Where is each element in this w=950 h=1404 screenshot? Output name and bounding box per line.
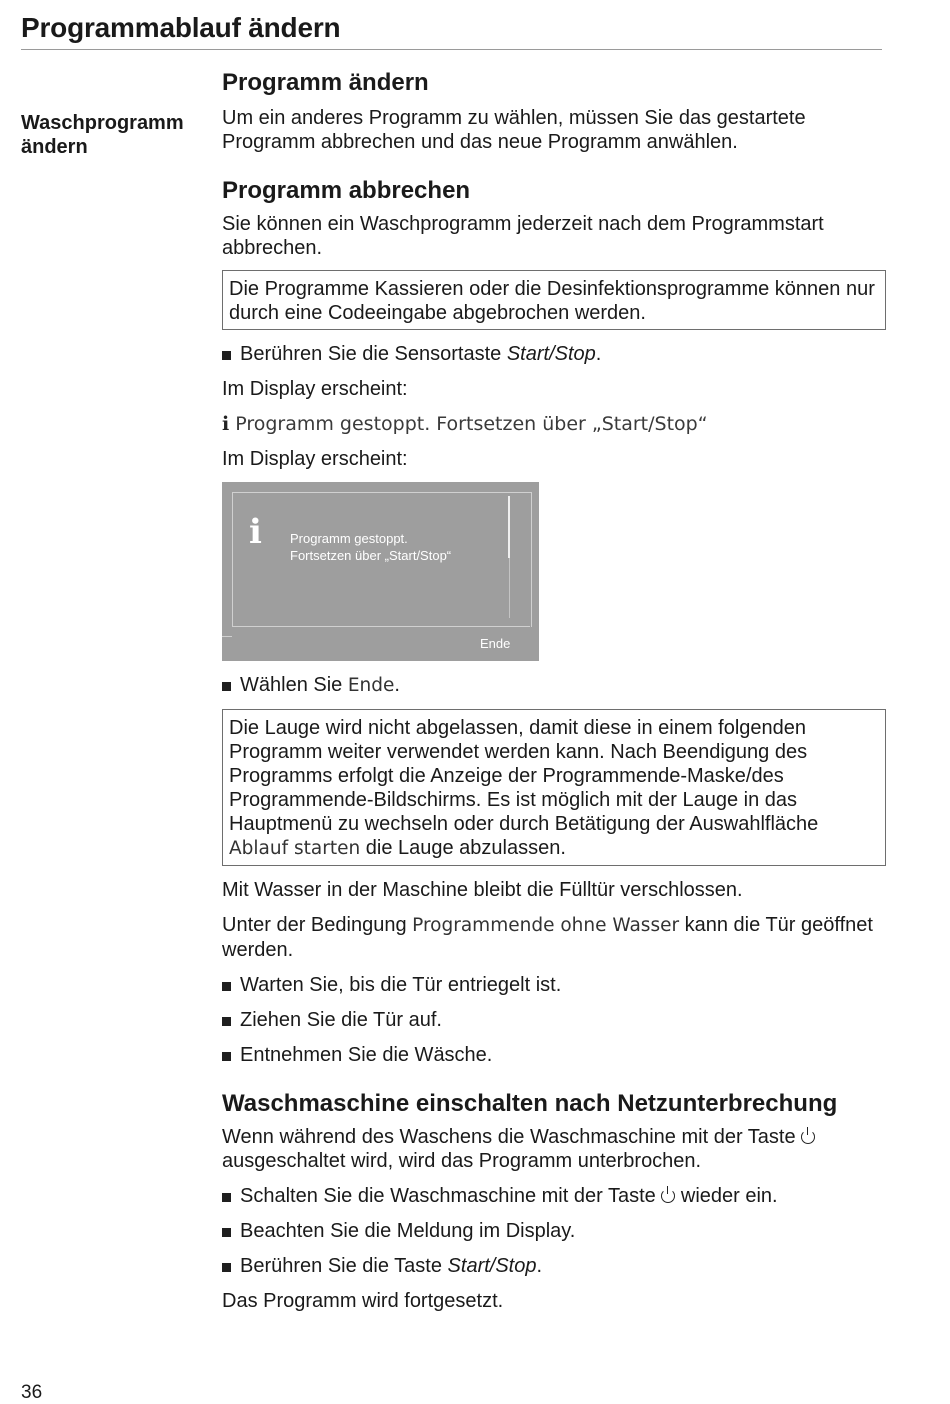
title-divider: [21, 49, 882, 50]
note-box-code: [222, 270, 886, 330]
step-open-door: Ziehen Sie die Tür auf.: [222, 1008, 886, 1032]
step1-prefix: Berühren Sie die Sensortaste: [240, 343, 507, 365]
step-switch-on: [222, 1184, 886, 1208]
screen-info-icon: i: [249, 512, 262, 552]
step2-suffix: .: [394, 674, 400, 696]
heading-netzunterbrechung: Waschmaschine einschalten nach Netzunterbrechung: [222, 1090, 838, 1117]
switch-on-part1: Schalten Sie die Waschmaschine mit der Taste: [240, 1185, 662, 1207]
screen-ende-button[interactable]: Ende: [480, 636, 511, 651]
step-press-start-stop: [222, 342, 886, 366]
step1-suffix: .: [595, 343, 602, 365]
step-wait-unlock: Warten Sie, bis die Tür entriegelt ist.: [222, 973, 886, 997]
ablauf-starten-key: Ablauf starten: [229, 838, 361, 859]
screen-left-tick: [222, 636, 232, 637]
note-lauge-part2: die Lauge abzulassen.: [360, 837, 566, 859]
display-message-text: Programm gestoppt. Fortsetzen über „Start/Stop“: [235, 413, 708, 435]
text-netz-intro: [222, 1125, 886, 1173]
start-stop-key: Start/Stop: [506, 343, 596, 365]
step-select-ende: [222, 673, 886, 698]
screen-scroll-track: [509, 558, 510, 618]
heading-programm-aendern: Programm ändern: [222, 69, 429, 96]
note-code-text: Die Programme Kassieren oder die Desinfektionsprogramme können nur durch eine Codeeingabe abgebrochen werden.: [229, 278, 875, 324]
note-box-lauge: [222, 709, 886, 866]
ende-key: Ende: [347, 675, 395, 696]
text-programm-aendern: Um ein anderes Programm zu wählen, müssen Sie das gestartete Programm abbrechen und das neue Programm anwählen.: [222, 107, 806, 153]
step-touch-start-stop: [222, 1254, 886, 1278]
text-program-continues: Das Programm wird fortgesetzt.: [222, 1290, 504, 1312]
power-icon: [661, 1189, 675, 1203]
display-label-1: Im Display erscheint:: [222, 378, 408, 400]
step-remove-laundry: Entnehmen Sie die Wäsche.: [222, 1043, 886, 1067]
screen-bottom-bar: [232, 626, 530, 627]
page-title: Programmablauf ändern: [21, 12, 341, 43]
netz-intro-part2: ausgeschaltet wird, wird das Programm unterbrochen.: [222, 1150, 702, 1172]
netz-intro-part1: Wenn während des Waschens die Waschmaschine mit der Taste: [222, 1126, 802, 1148]
page-number: 36: [21, 1382, 43, 1403]
condition-suffix: kann die Tür geöffnet werden.: [222, 914, 873, 961]
start-stop-key-2: Start/Stop: [447, 1255, 537, 1277]
text-abbrechen-intro: Sie können ein Waschprogramm jederzeit nach dem Programmstart abbrechen.: [222, 213, 824, 259]
step2-prefix: Wählen Sie: [240, 674, 348, 696]
programmende-key: Programmende ohne Wasser: [412, 915, 680, 936]
main-content: [222, 68, 886, 1324]
step3-prefix: Berühren Sie die Taste: [240, 1255, 448, 1277]
screen-message: [290, 530, 451, 564]
condition-prefix: Unter der Bedingung: [222, 914, 413, 936]
text-condition: [222, 913, 886, 962]
note-lauge-part1: Die Lauge wird nicht abgelassen, damit diese in einem folgenden Programm weiter verwendet werden kann. Nach Beendigung des Programms erfolgt die Anzeige der Programmende-Maske/des Programmende-Bildschirms. Es ist möglich mit der Lauge in das Hauptmenü zu wechseln oder durch Betätigung der Auswahlfläche: [229, 717, 819, 835]
switch-on-part2: wieder ein.: [675, 1185, 778, 1207]
screen-message-line1: Programm gestoppt.: [290, 531, 408, 546]
side-label: [21, 111, 201, 159]
note-lauge-text: [229, 716, 879, 861]
screen-message-line2: Fortsetzen über „Start/Stop“: [290, 548, 452, 563]
heading-programm-abbrechen: Programm abbrechen: [222, 177, 471, 204]
step-note-message: Beachten Sie die Meldung im Display.: [222, 1219, 886, 1243]
step3-suffix: .: [536, 1255, 543, 1277]
side-label-line2: ändern: [21, 136, 88, 158]
info-icon: i: [222, 413, 230, 435]
power-icon: [801, 1130, 815, 1144]
text-water-door: Mit Wasser in der Maschine bleibt die Fülltür verschlossen.: [222, 879, 743, 901]
display-screenshot: [222, 482, 539, 661]
side-label-line1: Waschprogramm: [21, 112, 184, 134]
screen-scrollbar: [508, 496, 510, 558]
display-message-line: [222, 412, 886, 436]
display-label-2: Im Display erscheint:: [222, 448, 408, 470]
